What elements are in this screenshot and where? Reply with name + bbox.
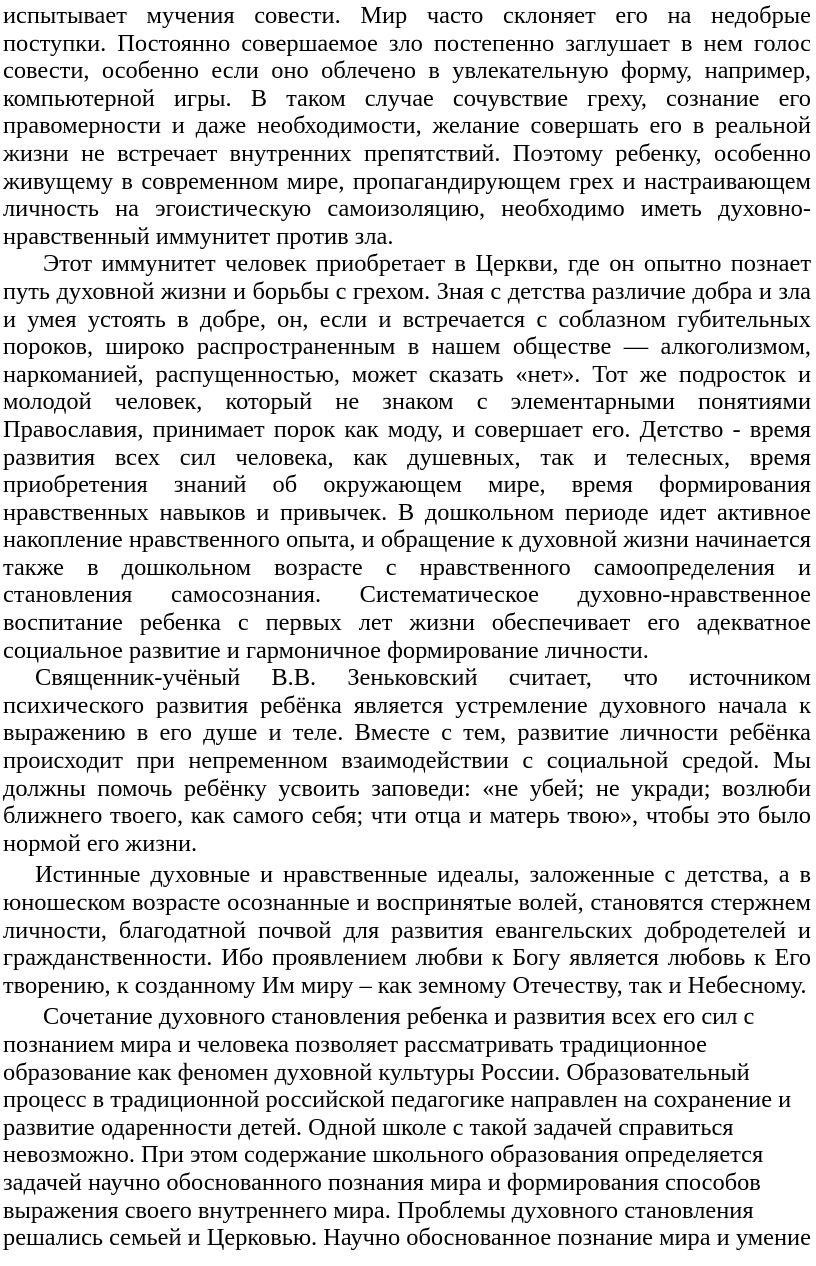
document-page: [3, 2, 811, 1252]
paragraph-education: Сочетание духовного становления ребенка и развития всех его сил с познанием мира и человека позволяет рассматривать традиционное образование как феномен духовной культуры России. Образовательный процесс в традиционной российской педагогике направлен на сохранение и развитие одаренности детей. Одной школе с такой задачей справиться невозможно. При этом содержание школьного образования определяется задачей научно обоснованного познания мира и формирования способов выражения своего внутреннего мира. Проблемы духовного становления решались семьей и Церковью. Научно обоснованное познание мира и умение: [3, 1003, 811, 1252]
paragraph-immunity: Этот иммунитет человек приобретает в Церкви, где он опытно познает путь духовной жизни и борьбы с грехом. Зная с детства различие добра и зла и умея устоять в добре, он, если и встречается с соблазном губительных пороков, широко распространенным в нашем обществе — алкоголизмом, наркоманией, распущенностью, может сказать «нет». Тот же подросток и молодой человек, который не знаком с элементарными понятиями Православия, принимает порок как моду, и совершает его. Детство - время развития всех сил человека, как душевных, так и телесных, время приобретения знаний об окружающем мире, время формирования нравственных навыков и привычек. В дошкольном периоде идет активное накопление нравственного опыта, и обращение к духовной жизни начинается также в дошкольном возрасте с нравственного самоопределения и становления самосознания. Систематическое духовно-нравственное воспитание ребенка с первых лет жизни обеспечивает его адекватное социальное развитие и гармоничное формирование личности.: [3, 250, 811, 664]
paragraph-zenkovsky: Священник-учёный В.В. Зеньковский считает, что источником психического развития ребёнка является устремление духовного начала к выражению в его душе и теле. Вместе с тем, развитие личности ребёнка происходит при непременном взаимодействии с социальной средой. Мы должны помочь ребёнку усвоить заповеди: «не убей; не укради; возлюби ближнего твоего, как самого себя; чти отца и матерь твою», чтобы это было нормой его жизни.: [3, 664, 811, 857]
paragraph-ideals: Истинные духовные и нравственные идеалы, заложенные с детства, а в юношеском возрасте осознанные и воспринятые волей, становятся стержнем личности, благодатной почвой для развития евангельских добродетелей и гражданственности. Ибо проявлением любви к Богу является любовь к Его творению, к созданному Им миру – как земному Отечеству, так и Небесному.: [3, 861, 811, 999]
paragraph-conscience: испытывает мучения совести. Мир часто склоняет его на недобрые поступки. Постоянно совершаемое зло постепенно заглушает в нем голос совести, особенно если оно облечено в увлекательную форму, например, компьютерной игры. В таком случае сочувствие греху, сознание его правомерности и даже необходимости, желание совершать его в реальной жизни не встречает внутренних препятствий. Поэтому ребенку, особенно живущему в современном мире, пропагандирующем грех и настраивающем личность на эгоистическую самоизоляцию, необходимо иметь духовно-нравственный иммунитет против зла.: [3, 2, 811, 250]
